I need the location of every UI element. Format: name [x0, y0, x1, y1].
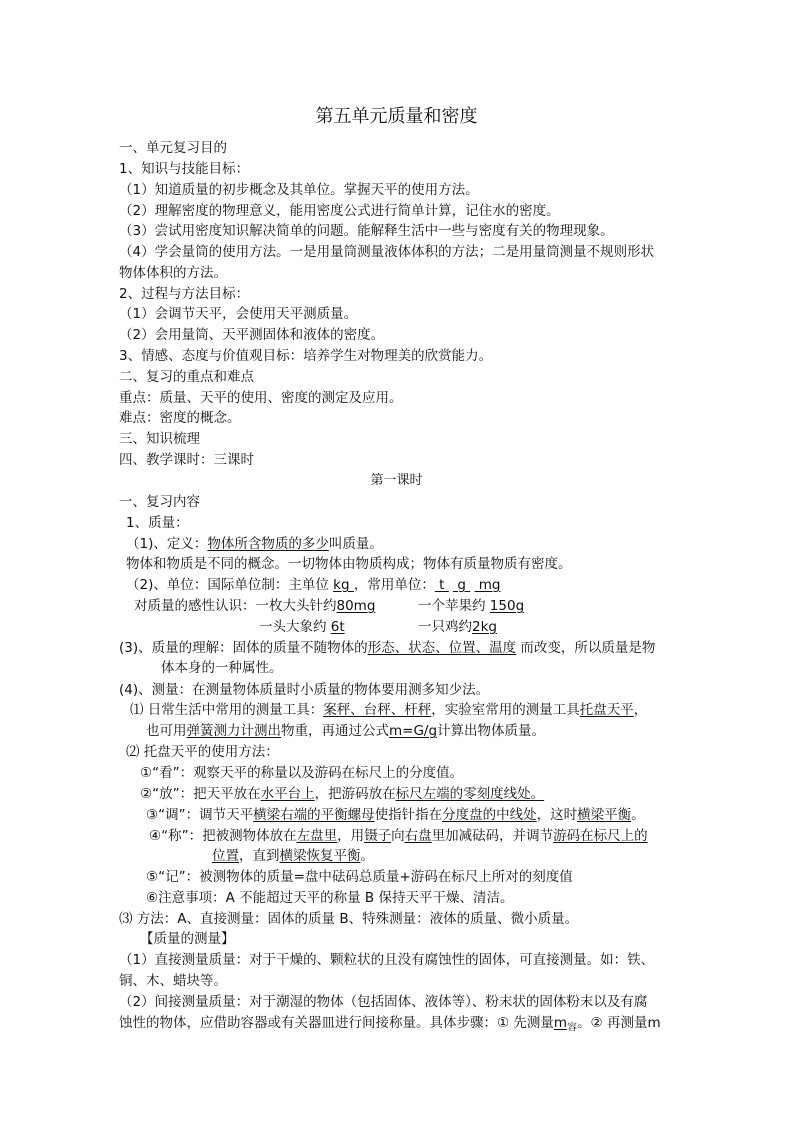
weigh-answer-6: 横梁恢复平衡 — [279, 848, 361, 864]
knowledge-item-4-cont: 物体体积的方法。 — [119, 265, 227, 281]
weigh-answer-2: 镊子 — [364, 828, 392, 844]
sense-apple: 150g — [489, 598, 525, 614]
second-mass-symbol: m — [647, 1015, 661, 1031]
sense-elephant-group — [259, 617, 345, 637]
adjust-middle-2: ，这时 — [536, 807, 578, 823]
direct-measure-cont: 铜、木、蜡块等。 — [119, 973, 227, 989]
adjust-answer-2: 分度盘的中线处 — [442, 807, 537, 823]
understanding-suffix: 而改变，所以质量是物 — [516, 640, 656, 656]
weigh-to: 向 — [391, 828, 405, 844]
weigh-answer-1: 左盘里 — [296, 828, 338, 844]
indirect-step-2: 。② 再测量 — [577, 1015, 648, 1031]
weigh-end: 。 — [360, 848, 374, 864]
adjust-answer-1: 横梁右端的平衡螺母 — [253, 807, 375, 823]
weigh-comma: ，用 — [337, 828, 365, 844]
key-point: 重点：质量、天平的使用、密度的测定及应用。 — [119, 390, 403, 406]
sense-prefix: 对质量的感性认识：一枚大头针约 — [134, 598, 337, 614]
understanding-prefix: (3)、质量的理解：固体的质量不随物体的 — [119, 640, 368, 656]
knowledge-item-2: （2）理解密度的物理意义，能用密度公式进行简单计算，记住水的密度。 — [119, 203, 560, 219]
weigh-until: ，直到 — [239, 848, 280, 864]
sense-apple-label: 一个苹果约 — [418, 598, 490, 614]
balance-step-look: ①“看”：观察天平的称量以及游码在标尺上的分度值。 — [140, 765, 464, 781]
unit-mg: mg — [474, 577, 501, 593]
section-heading-goals: 一、单元复习目的 — [119, 140, 227, 156]
adjust-prefix: ③“调”：调节天平 — [146, 807, 254, 823]
section-heading-periods: 四、教学课时：三课时 — [119, 452, 254, 468]
knowledge-item-3: （3）尝试用密度知识解决简单的问题。能解释生活中一些与密度有关的物理现象。 — [119, 223, 614, 239]
container-subscript: 容 — [567, 1022, 578, 1034]
place-answer-1: 水平台上 — [260, 786, 315, 802]
definition-answer: 物体所含物质的多少 — [207, 536, 329, 552]
section-heading-key-points: 二、复习的重点和难点 — [119, 369, 254, 385]
direct-measure: （1）直接测量质量：对于干燥的、颗粒状的且没有腐蚀性的固体，可直接测量。如：铁、 — [119, 952, 655, 968]
measure-heading: (4)、测量：在测量物体质量时小质量的物体要用测多知少法。 — [119, 682, 490, 698]
knowledge-item-1: （1）知道质量的初步概念及其单位。掌握天平的使用方法。 — [119, 182, 479, 198]
mass-measurement-heading: 【质量的测量】 — [140, 931, 235, 947]
measure-methods: ⑶ 方法：A、直接测量：固体的质量 B、特殊测量：液体的质量、微小质量。 — [119, 911, 579, 927]
indirect-measure-cont — [119, 1013, 661, 1039]
tools-formula-prefix: 物重，再通过公式 — [281, 723, 389, 739]
units-middle: ，常用单位： — [353, 577, 435, 593]
weigh-answer-5: 位置 — [212, 848, 239, 864]
tools-formula-suffix: 计算出物体质量。 — [437, 723, 546, 739]
weigh-prefix: ④“称”：把被测物体放在 — [149, 828, 297, 844]
mass-units — [126, 575, 501, 595]
daily-tools: 案秤、台秤、杆秤 — [323, 702, 432, 718]
weigh-answer-4: 游码在标尺上的 — [553, 828, 648, 844]
adjust-end: 。 — [631, 807, 645, 823]
indirect-measure: （2）间接测量质量：对于潮湿的物体（包括固体、液体等）、粉末状的固体粉末以及有腐 — [119, 994, 648, 1010]
difficult-point: 难点：密度的概念。 — [119, 410, 241, 426]
lesson-title: 第一课时 — [370, 473, 423, 488]
mass-definition — [126, 534, 383, 554]
balance-step-place — [140, 784, 544, 804]
section-heading-knowledge: 三、知识梳理 — [119, 431, 200, 447]
process-item-1: （1）会调节天平，会使用天平测质量。 — [119, 306, 358, 322]
unit-g: g — [453, 577, 471, 593]
spring-scale: 弹簧测力计测出 — [186, 723, 281, 739]
sense-elephant-label: 一头大象约 — [259, 619, 331, 635]
understanding-cont: 体本身的一种属性。 — [161, 660, 283, 676]
measure-tools-cont — [146, 721, 545, 741]
indirect-steps: 蚀性的物体，应借助容器或有关器皿进行间接称量。具体步骤：① 先测量 — [119, 1015, 554, 1031]
sense-apple-group — [418, 596, 524, 616]
container-mass-symbol: m — [553, 1015, 568, 1031]
balance-usage-heading: ⑵ 托盘天平的使用方法： — [126, 744, 279, 760]
sense-nail: 80mg — [336, 598, 376, 614]
measure-tools — [130, 700, 647, 720]
knowledge-heading: 1、知识与技能目标： — [119, 161, 250, 177]
balance-step-record: ⑤“记”：被测物体的质量=盘中砝码总质量+游码在标尺上所对的刻度值 — [146, 869, 573, 885]
unit-t: t — [434, 577, 449, 593]
tools-prefix: ⑴ 日常生活中常用的测量工具： — [130, 702, 324, 718]
place-middle: ，把游码放在 — [314, 786, 396, 802]
emotion-goal: 3、情感、态度与价值观目标：培养学生对物理美的欣赏能力。 — [119, 348, 493, 364]
balance-step-adjust — [146, 805, 645, 825]
balance-step-weigh-cont — [212, 846, 374, 866]
mass-understanding — [119, 638, 655, 658]
sense-chicken-group — [418, 617, 497, 637]
tools-middle: ，实验室常用的测量工具 — [431, 702, 580, 718]
adjust-answer-3: 横梁平衡 — [577, 807, 632, 823]
sense-chicken: 2kg — [472, 619, 497, 635]
balance-notes: ⑥注意事项：A 不能超过天平的称量 B 保持天平干燥、清洁。 — [146, 890, 514, 906]
weigh-answer-3: 右盘 — [404, 828, 432, 844]
definition-suffix: 叫质量。 — [328, 536, 383, 552]
tools-also: 也可用 — [146, 723, 187, 739]
definition-note: 物体和物质是不同的概念。一切物体由物质构成；物体有质量物质有密度。 — [126, 556, 572, 572]
process-heading: 2、过程与方法目标： — [119, 286, 250, 302]
knowledge-item-4: （4）学会量筒的使用方法。一是用量筒测量液体体积的方法；二是用量筒测量不规则形状 — [119, 244, 655, 260]
process-item-2: （2）会用量筒、天平测固体和液体的密度。 — [119, 327, 385, 343]
place-answer-2: 标尺左端的零刻度线处。 — [395, 786, 545, 802]
tools-comma: ， — [633, 702, 648, 718]
sense-line-1 — [134, 596, 375, 616]
adjust-middle: 使指针指在 — [374, 807, 443, 823]
understanding-answer: 形态、状态、位置、温度 — [367, 640, 517, 656]
page-title: 第五单元质量和密度 — [315, 106, 478, 127]
balance-step-weigh — [149, 826, 648, 846]
mass-heading: 1、质量： — [126, 515, 189, 531]
mass-formula: m=G/g — [389, 723, 438, 739]
review-heading: 一、复习内容 — [119, 494, 200, 510]
sense-elephant: 6t — [330, 619, 345, 635]
unit-kg: kg — [333, 577, 354, 593]
place-prefix: ②“放”：把天平放在 — [140, 786, 261, 802]
units-prefix: （2)、单位：国际单位制：主单位 — [126, 577, 334, 593]
definition-prefix: （1)、定义： — [126, 536, 208, 552]
lab-tool: 托盘天平 — [579, 702, 634, 718]
sense-chicken-label: 一只鸡约 — [418, 619, 472, 635]
weigh-middle: 里加减砝码，并调节 — [431, 828, 554, 844]
